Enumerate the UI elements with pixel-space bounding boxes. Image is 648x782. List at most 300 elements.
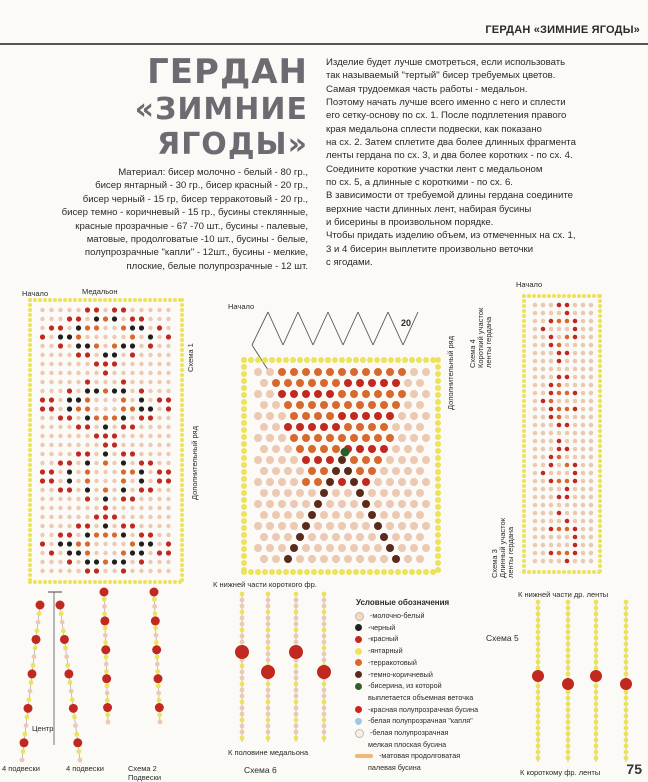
net-bead	[422, 412, 430, 420]
net-bead	[541, 543, 546, 548]
scheme1-start-label: Начало	[22, 289, 49, 298]
edge-bead	[522, 349, 526, 353]
pendant-bead	[103, 626, 108, 631]
pendant-bead	[64, 654, 69, 659]
net-bead	[112, 425, 116, 429]
net-bead	[302, 434, 310, 442]
edge-bead	[241, 462, 247, 468]
net-bead	[94, 425, 98, 429]
edge-bead	[577, 294, 581, 298]
edge-bead	[435, 532, 441, 538]
branch-bead	[341, 448, 350, 457]
net-bead	[392, 555, 400, 563]
edge-bead	[241, 455, 247, 461]
strand-bead	[266, 610, 271, 615]
edge-bead	[522, 369, 526, 373]
net-bead	[94, 559, 99, 564]
pendant-bead	[20, 738, 29, 747]
strand-bead	[594, 726, 599, 731]
edge-bead	[435, 385, 441, 391]
edge-bead	[522, 559, 526, 563]
pendant-bead	[29, 680, 34, 685]
net-bead	[589, 487, 594, 492]
edge-bead	[527, 570, 531, 574]
edge-bead	[522, 409, 526, 413]
edge-bead	[63, 298, 67, 302]
net-bead	[581, 503, 586, 508]
net-bead	[139, 406, 144, 411]
net-bead	[565, 479, 570, 484]
net-bead	[49, 469, 54, 474]
net-bead	[581, 423, 586, 428]
net-bead	[58, 380, 62, 384]
pendant-bead	[153, 626, 158, 631]
net-bead	[94, 371, 98, 375]
pendant-bead	[154, 674, 163, 683]
net-bead	[533, 487, 538, 492]
net-bead	[386, 456, 394, 464]
strand-bead	[266, 736, 271, 741]
net-bead	[368, 423, 376, 431]
net-bead	[112, 452, 116, 456]
net-bead	[112, 569, 116, 573]
strand-bead	[266, 712, 271, 717]
edge-bead	[58, 580, 62, 584]
edge-bead	[598, 499, 602, 503]
edge-bead	[297, 357, 303, 363]
edge-bead	[180, 353, 184, 357]
strand-bead	[624, 726, 629, 731]
strand-bead	[566, 690, 571, 695]
strand-bead	[536, 720, 541, 725]
net-bead	[326, 434, 334, 442]
net-bead	[581, 335, 586, 340]
net-bead	[398, 500, 406, 508]
net-bead	[533, 479, 538, 484]
edge-bead	[180, 403, 184, 407]
strand-bead	[294, 724, 299, 729]
net-bead	[40, 362, 44, 366]
net-bead	[130, 569, 134, 573]
net-bead	[49, 443, 53, 447]
net-bead	[121, 568, 126, 573]
net-bead	[58, 362, 62, 366]
net-bead	[76, 541, 81, 546]
net-bead	[67, 425, 71, 429]
net-bead	[166, 461, 170, 465]
strand-bead	[536, 630, 541, 635]
net-bead	[40, 488, 44, 492]
net-bead	[254, 522, 262, 530]
edge-bead	[402, 357, 408, 363]
net-bead	[573, 415, 578, 420]
legend-item	[355, 658, 417, 667]
net-bead	[94, 407, 98, 411]
edge-bead	[562, 570, 566, 574]
edge-bead	[248, 357, 254, 363]
net-bead	[121, 515, 125, 519]
edge-bead	[28, 348, 32, 352]
net-bead	[386, 478, 394, 486]
net-bead	[326, 412, 334, 420]
net-bead	[374, 368, 382, 376]
edge-bead	[522, 479, 526, 483]
net-bead	[589, 423, 594, 428]
net-bead	[94, 316, 99, 321]
net-bead	[404, 511, 412, 519]
net-bead	[589, 319, 594, 324]
net-bead	[157, 542, 161, 546]
net-bead	[157, 533, 161, 537]
legend-label: -бисерина, из которой	[368, 681, 442, 691]
net-bead	[565, 343, 570, 348]
net-bead	[58, 452, 62, 456]
edge-bead	[598, 424, 602, 428]
net-bead	[565, 503, 570, 508]
edge-bead	[28, 328, 32, 332]
strand-bead	[266, 652, 271, 657]
edge-bead	[537, 294, 541, 298]
net-bead	[103, 316, 108, 321]
edge-bead	[587, 570, 591, 574]
net-bead	[67, 443, 71, 447]
strand-bead	[566, 744, 571, 749]
net-bead	[266, 522, 274, 530]
edge-bead	[28, 298, 32, 302]
edge-bead	[180, 418, 184, 422]
net-bead	[166, 308, 170, 312]
strand-bead	[266, 688, 271, 693]
strand-bead	[566, 636, 571, 641]
net-bead	[166, 434, 170, 438]
edge-bead	[180, 488, 184, 492]
net-bead	[565, 319, 570, 324]
net-bead	[557, 559, 562, 564]
edge-bead	[598, 564, 602, 568]
net-bead	[302, 478, 310, 486]
edge-bead	[522, 374, 526, 378]
strand-bead	[566, 618, 571, 623]
edge-bead	[180, 543, 184, 547]
edge-bead	[28, 413, 32, 417]
net-bead	[320, 533, 328, 541]
edge-bead	[28, 368, 32, 372]
edge-bead	[28, 568, 32, 572]
edge-bead	[163, 580, 167, 584]
net-bead	[541, 439, 546, 444]
net-bead	[166, 353, 170, 357]
net-bead	[278, 434, 286, 442]
scheme-6-connection	[235, 592, 331, 742]
net-bead	[573, 463, 578, 468]
edge-bead	[381, 569, 387, 575]
legend-label: -матовая продолговатая	[379, 751, 461, 761]
edge-bead	[311, 357, 317, 363]
edge-bead	[592, 294, 596, 298]
edge-bead	[241, 476, 247, 482]
net-bead	[76, 461, 80, 465]
edge-bead	[332, 357, 338, 363]
net-bead	[148, 434, 152, 438]
net-bead	[76, 406, 81, 411]
edge-bead	[522, 439, 526, 443]
edge-bead	[598, 554, 602, 558]
net-bead	[581, 399, 586, 404]
net-bead	[85, 550, 90, 555]
net-bead	[368, 511, 376, 519]
edge-bead	[552, 570, 556, 574]
scheme4-extra-row-label: Дополнительный ряд	[446, 336, 455, 410]
strand-bead	[240, 628, 245, 633]
edge-bead	[262, 357, 268, 363]
strand-bead	[536, 756, 541, 761]
strand-bead	[594, 648, 599, 653]
net-bead	[320, 401, 328, 409]
edge-bead	[522, 319, 526, 323]
net-bead	[314, 412, 322, 420]
net-bead	[166, 515, 170, 519]
net-bead	[290, 500, 298, 508]
net-bead	[139, 469, 144, 474]
legend-swatch	[355, 718, 362, 725]
net-bead	[296, 423, 304, 431]
net-bead	[589, 527, 594, 532]
net-bead	[85, 415, 90, 420]
net-bead	[157, 443, 161, 447]
edge-bead	[557, 570, 561, 574]
net-bead	[112, 388, 117, 393]
net-bead	[40, 317, 44, 321]
net-bead	[392, 379, 400, 387]
edge-bead	[180, 433, 184, 437]
net-bead	[296, 533, 304, 541]
edge-bead	[73, 580, 77, 584]
strand-bead	[240, 700, 245, 705]
legend-swatch	[355, 683, 362, 690]
net-bead	[130, 334, 135, 339]
edge-bead	[180, 453, 184, 457]
edge-bead	[180, 388, 184, 392]
net-bead	[557, 503, 562, 508]
edge-bead	[325, 569, 331, 575]
edge-bead	[241, 427, 247, 433]
net-bead	[121, 353, 125, 357]
net-bead	[49, 488, 53, 492]
net-bead	[40, 397, 45, 402]
net-bead	[58, 470, 62, 474]
net-bead	[549, 535, 554, 540]
scheme1-extra-row-label: Дополнительный ряд	[190, 426, 199, 500]
net-bead	[581, 439, 586, 444]
net-bead	[148, 569, 152, 573]
net-bead	[326, 478, 334, 486]
scheme-2-pendants	[20, 588, 164, 763]
net-bead	[326, 456, 334, 464]
net-bead	[85, 343, 90, 348]
net-bead	[130, 325, 135, 330]
edge-bead	[283, 357, 289, 363]
strand-bead	[594, 696, 599, 701]
strand-bead	[294, 670, 299, 675]
edge-bead	[311, 569, 317, 575]
edge-bead	[241, 511, 247, 517]
strand-bead	[536, 606, 541, 611]
net-bead	[266, 434, 274, 442]
net-bead	[40, 469, 45, 474]
net-bead	[121, 460, 126, 465]
net-bead	[541, 455, 546, 460]
net-bead	[67, 532, 72, 537]
edge-bead	[28, 473, 32, 477]
net-bead	[557, 551, 562, 556]
edge-bead	[180, 313, 184, 317]
strand-bead	[594, 720, 599, 725]
net-bead	[338, 390, 346, 398]
edge-bead	[168, 298, 172, 302]
edge-bead	[435, 378, 441, 384]
pendant-bead	[156, 691, 161, 696]
scheme4-counter: 20	[401, 318, 412, 328]
net-bead	[557, 527, 562, 532]
edge-bead	[93, 580, 97, 584]
strand-bead	[294, 622, 299, 627]
edge-bead	[180, 578, 184, 582]
edge-bead	[180, 308, 184, 312]
net-bead	[326, 544, 334, 552]
net-bead	[272, 401, 280, 409]
net-bead	[85, 541, 90, 546]
net-bead	[380, 533, 388, 541]
net-bead	[565, 535, 570, 540]
edge-bead	[522, 474, 526, 478]
net-bead	[103, 514, 108, 519]
net-bead	[266, 456, 274, 464]
net-bead	[557, 311, 562, 316]
net-bead	[422, 500, 430, 508]
net-bead	[302, 390, 310, 398]
pendant-bead	[31, 663, 36, 668]
net-bead	[589, 335, 594, 340]
net-bead	[103, 352, 108, 357]
net-bead	[166, 397, 171, 402]
net-bead	[58, 569, 62, 573]
strand-bead	[566, 708, 571, 713]
net-bead	[121, 397, 126, 402]
net-bead	[589, 439, 594, 444]
net-bead	[290, 544, 298, 552]
net-bead	[326, 368, 334, 376]
net-bead	[296, 489, 304, 497]
net-bead	[49, 353, 53, 357]
strand-bead	[240, 688, 245, 693]
net-bead	[314, 478, 322, 486]
net-bead	[94, 433, 99, 438]
pendant-bead	[72, 715, 77, 720]
net-bead	[356, 533, 364, 541]
net-bead	[368, 401, 376, 409]
net-bead	[573, 559, 578, 564]
net-bead	[85, 496, 90, 501]
pendant-bead	[102, 597, 107, 602]
net-bead	[404, 379, 412, 387]
scheme-3-long-ribbon	[522, 294, 602, 574]
net-bead	[308, 511, 316, 519]
edge-bead	[180, 368, 184, 372]
edge-bead	[33, 298, 37, 302]
net-bead	[557, 375, 562, 380]
net-bead	[533, 343, 538, 348]
net-bead	[67, 469, 72, 474]
net-bead	[338, 412, 346, 420]
net-bead	[332, 511, 340, 519]
edge-bead	[346, 569, 352, 575]
net-bead	[148, 479, 152, 483]
net-bead	[533, 439, 538, 444]
net-bead	[254, 390, 262, 398]
strand-bead	[294, 694, 299, 699]
net-bead	[533, 351, 538, 356]
net-bead	[533, 551, 538, 556]
net-bead	[589, 559, 594, 564]
edge-bead	[435, 441, 441, 447]
edge-bead	[522, 339, 526, 343]
net-bead	[103, 424, 108, 429]
strand-bead	[536, 660, 541, 665]
net-bead	[94, 488, 98, 492]
net-bead	[85, 515, 89, 519]
net-bead	[422, 456, 430, 464]
edge-bead	[598, 364, 602, 368]
legend-item	[355, 751, 460, 760]
net-bead	[112, 380, 116, 384]
net-bead	[166, 371, 170, 375]
net-bead	[404, 401, 412, 409]
net-bead	[112, 398, 116, 402]
instructions-text: Изделие будет лучше смотреться, если использовать так называемый "тертый" бисер требуемых цветов. Самая трудоемкая часть работы - медальон. Поэтому начать лучше всего именно с него и сплести его сетку-основу по сх. 1. После подплетения правого края медальона сплести подвески, как показано на сх. 2. Затем сплетите два более длинных фрагмента ленты гердана по сх. 3, и два более коротких - по сх. 4. Соедините короткие участки лент с медальоном по сх. 5, а длинные с короткими - по сх. 6. В зависимости от требуемой длины гердана соедините верхние части длинных лент, набирая бусины и бисерины в произвольном порядке. Чтобы придать изделию объем, из отмеченных на сх. 1, 3 и 4 бисерин выплетите произвольно веточки с ягодами.	[326, 57, 576, 269]
edge-bead	[598, 474, 602, 478]
net-bead	[320, 445, 328, 453]
net-bead	[416, 445, 424, 453]
edge-bead	[435, 392, 441, 398]
edge-bead	[180, 478, 184, 482]
net-bead	[549, 311, 554, 316]
edge-bead	[598, 494, 602, 498]
net-bead	[76, 389, 80, 393]
net-bead	[94, 415, 99, 420]
net-bead	[166, 506, 170, 510]
net-bead	[533, 335, 538, 340]
edge-bead	[241, 504, 247, 510]
net-bead	[157, 308, 161, 312]
net-bead	[85, 379, 90, 384]
net-bead	[581, 375, 586, 380]
net-bead	[573, 511, 578, 516]
edge-bead	[103, 298, 107, 302]
strand-bead	[294, 640, 299, 645]
edge-bead	[180, 328, 184, 332]
net-bead	[565, 407, 570, 412]
net-bead	[272, 379, 280, 387]
net-bead	[541, 359, 546, 364]
edge-bead	[180, 463, 184, 467]
net-bead	[94, 568, 99, 573]
edge-bead	[88, 298, 92, 302]
net-bead	[326, 390, 334, 398]
edge-bead	[598, 334, 602, 338]
net-bead	[157, 506, 161, 510]
net-bead	[332, 467, 340, 475]
edge-bead	[180, 563, 184, 567]
